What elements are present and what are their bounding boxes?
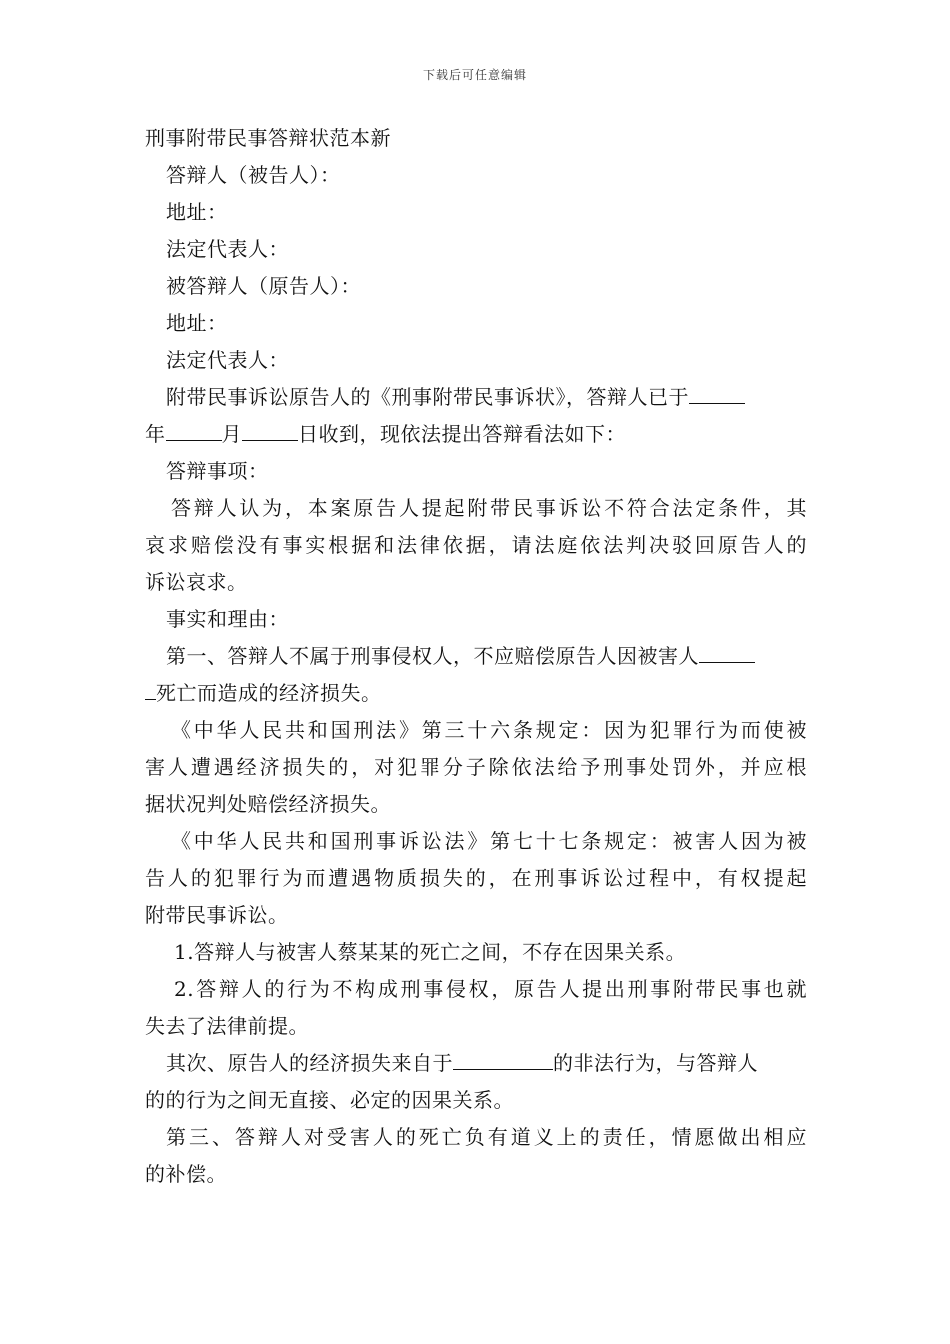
- date-blank-day: [242, 422, 298, 441]
- third-point-line: 的补偿。: [145, 1162, 227, 1186]
- first-point-text: 第一、答辩人不属于刑事侵权人，不应赔偿原告人因被害人: [166, 644, 699, 668]
- third-point-line: 第三、答辩人对受害人的死亡负有道义上的责任，情愿做出相应: [166, 1125, 807, 1149]
- sub-point-1: 1.答辩人与被害人蔡某某的死亡之间，不存在因果关系。: [174, 940, 687, 964]
- first-point-line-1: [145, 638, 807, 675]
- first-point-line-2: [145, 675, 807, 712]
- first-point-text-2: 死亡而造成的经济损失。: [156, 681, 382, 705]
- second-point-text-a: 其次、原告人的经济损失来自于: [166, 1051, 453, 1075]
- respondent-label: 答辩人（被告人）：: [166, 163, 341, 187]
- claims-line: 答辩人认为，本案原告人提起附带民事诉讼不符合法定条件，其: [171, 496, 807, 520]
- document-body: [145, 120, 807, 1193]
- intro-text-2: 日收到，现依法提出答辩看法如下：: [298, 422, 626, 446]
- facts-heading: 事实和理由：: [166, 607, 289, 631]
- date-blank-month: [166, 422, 222, 441]
- sub-point-2-line: 2.答辩人的行为不构成刑事侵权，原告人提出刑事附带民事也就: [174, 977, 807, 1001]
- month-label: 月: [221, 422, 242, 446]
- claims-line: 哀求赔偿没有事实根据和法律依据，请法庭依法判决驳回原告人的: [145, 533, 807, 557]
- claims-heading: 答辩事项：: [166, 459, 269, 483]
- victim-name-blank: [699, 644, 755, 663]
- document-title: 刑事附带民事答辩状范本新: [145, 126, 391, 150]
- claims-line: 诉讼哀求。: [145, 570, 248, 594]
- page-header: 下载后可任意编辑: [422, 68, 527, 82]
- plaintiff-legal-rep-label: 法定代表人：: [166, 348, 289, 372]
- respondent-legal-rep-label: 法定代表人：: [166, 237, 289, 261]
- second-point-line-2: 的的行为之间无直接、必定的因果关系。: [145, 1088, 514, 1112]
- procedure-law-line: 告人的犯罪行为而遭遇物质损失的，在刑事诉讼过程中，有权提起: [145, 866, 807, 890]
- intro-line-1: [145, 379, 807, 416]
- sub-point-2-line: 失去了法律前提。: [145, 1014, 309, 1038]
- procedure-law-line: 《中华人民共和国刑事诉讼法》第七十七条规定：被害人因为被: [171, 829, 807, 853]
- plaintiff-label: 被答辩人（原告人）：: [166, 274, 361, 298]
- year-label: 年: [145, 422, 166, 446]
- victim-name-blank-cont: [145, 681, 156, 700]
- intro-text-1: 附带民事诉讼原告人的《刑事附带民事诉状》，答辩人已于: [166, 385, 689, 409]
- respondent-address-label: 地址：: [166, 200, 228, 224]
- second-point-line-1: [145, 1045, 807, 1082]
- plaintiff-address-label: 地址：: [166, 311, 228, 335]
- date-blank-year: [689, 385, 745, 404]
- criminal-law-line: 害人遭遇经济损失的，对犯罪分子除依法给予刑事处罚外，并应根: [145, 755, 807, 779]
- criminal-law-line: 据状况判处赔偿经济损失。: [145, 792, 391, 816]
- second-point-text-b: 的非法行为，与答辩人: [553, 1051, 758, 1075]
- intro-line-2: [145, 416, 807, 453]
- criminal-law-line: 《中华人民共和国刑法》第三十六条规定：因为犯罪行为而使被: [171, 718, 807, 742]
- source-blank: [453, 1051, 553, 1070]
- procedure-law-line: 附带民事诉讼。: [145, 903, 289, 927]
